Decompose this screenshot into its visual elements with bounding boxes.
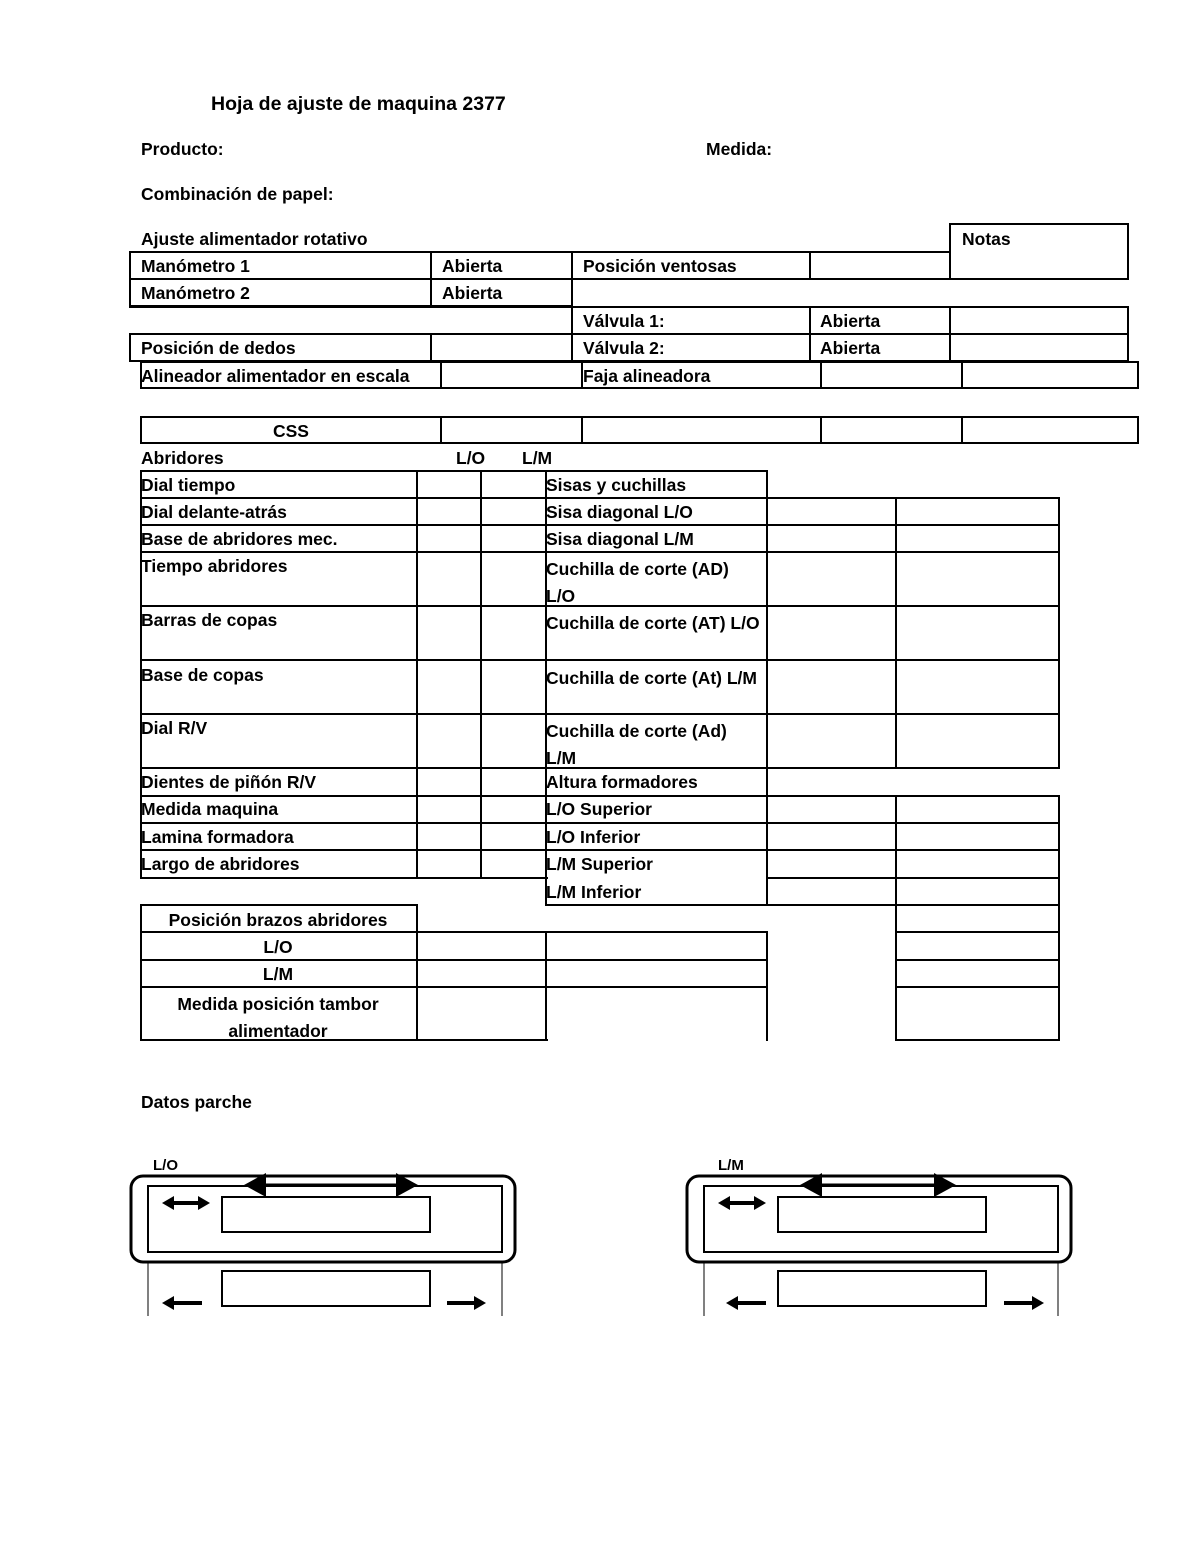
manometro2-value: Abierta: [442, 283, 503, 303]
sisas-row: Sisa diagonal L/O: [546, 502, 693, 522]
brazos-lm-label: L/M: [262, 964, 294, 984]
altura-row: L/M Superior: [546, 854, 653, 874]
sisas-row: Cuchilla de corte (At) L/M: [546, 668, 757, 688]
valvula1-value: Abierta: [820, 311, 881, 331]
posicion-ventosas-label: Posición ventosas: [583, 256, 737, 276]
abridores-label: Abridores: [141, 448, 224, 468]
abridores-row: Largo de abridores: [141, 854, 300, 874]
inner-frame: [704, 1186, 1058, 1252]
outer-frame: [687, 1176, 1071, 1262]
valvula2-value: Abierta: [820, 338, 881, 358]
parche-diagram-lm: [687, 1173, 1071, 1316]
brazos-lo-label: L/O: [263, 937, 293, 957]
altura-header: Altura formadores: [546, 772, 698, 792]
abridores-row: Barras de copas: [141, 610, 278, 630]
sisas-row: Sisa diagonal L/M: [546, 529, 694, 549]
abridores-col-lo: L/O: [456, 448, 486, 468]
abridores-row: Dial tiempo: [141, 475, 236, 495]
patch-box-bottom: [778, 1271, 986, 1306]
altura-row: L/O Superior: [546, 799, 652, 819]
valvula2-label: Válvula 2:: [583, 338, 665, 358]
parche-lo-label: L/O: [153, 1157, 178, 1174]
page-title: Hoja de ajuste de maquina 2377: [211, 93, 506, 115]
abridores-row: Lamina formadora: [141, 827, 294, 847]
parche-diagram-lo: [131, 1173, 515, 1316]
manometro2-label: Manómetro 2: [141, 283, 250, 303]
abridores-row: Dial delante-atrás: [141, 502, 287, 522]
abridores-row: Medida maquina: [141, 799, 279, 819]
combinacion-label: Combinación de papel:: [141, 184, 334, 204]
patch-box-top: [222, 1197, 430, 1232]
outer-frame: [131, 1176, 515, 1262]
sisas-header: Sisas y cuchillas: [546, 475, 687, 495]
manometro1-label: Manómetro 1: [141, 256, 250, 276]
sisas-row: Cuchilla de corte (Ad) L/M: [546, 721, 727, 768]
abridores-row: Tiempo abridores: [141, 556, 288, 576]
parche-lm-label: L/M: [718, 1157, 744, 1174]
patch-box-top: [778, 1197, 986, 1232]
inner-frame: [148, 1186, 502, 1252]
manometro1-value: Abierta: [442, 256, 503, 276]
medida-label: Medida:: [706, 139, 773, 159]
abridores-row: Dial R/V: [141, 718, 208, 738]
tambor-label: Medida posición tambor alimentador: [177, 994, 379, 1041]
css-label: CSS: [273, 421, 309, 441]
producto-label: Producto:: [141, 139, 224, 159]
abridores-row: Dientes de piñón R/V: [141, 772, 317, 792]
valvula1-label: Válvula 1:: [583, 311, 665, 331]
abridores-col-lm: L/M: [522, 448, 553, 468]
altura-row: L/O Inferior: [546, 827, 641, 847]
faja-label: Faja alineadora: [583, 366, 711, 386]
sisas-row: Cuchilla de corte (AT) L/O: [546, 613, 760, 633]
alineador-label: Alineador alimentador en escala: [141, 366, 410, 386]
abridores-row: Base de copas: [141, 665, 264, 685]
patch-box-bottom: [222, 1271, 430, 1306]
sisas-row: Cuchilla de corte (AD) L/O: [546, 559, 729, 606]
altura-row: L/M Inferior: [546, 882, 642, 902]
parche-label: Datos parche: [141, 1092, 252, 1112]
posicion-dedos-label: Posición de dedos: [141, 338, 296, 358]
alimentador-section-label: Ajuste alimentador rotativo: [141, 229, 368, 249]
brazos-header: Posición brazos abridores: [168, 910, 388, 930]
notas-label: Notas: [962, 229, 1011, 249]
abridores-row: Base de abridores mec.: [141, 529, 338, 549]
